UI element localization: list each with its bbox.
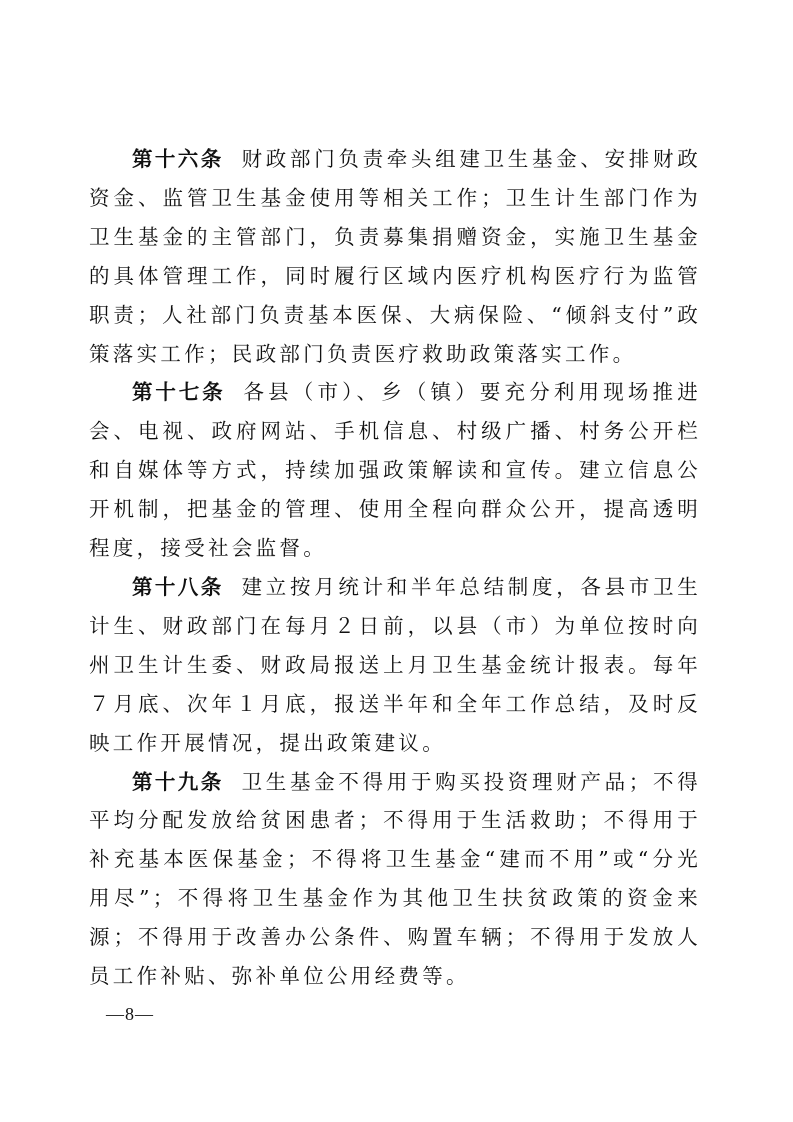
document-body xyxy=(89,140,701,996)
article-16 xyxy=(89,140,701,373)
article-19-text: 卫生基金不得用于购买投资理财产品；不得平均分配发放给贫困患者；不得用于生活救助；不得用于补充基本医保基金；不得将卫生基金“建而不用”或“分光用尽”；不得将卫生基金作为其他卫生扶贫政策的资金来源；不得用于改善办公条件、购置车辆；不得用于发放人员工作补贴、弥补单位公用经费等。 xyxy=(89,769,702,989)
page-number: —8— xyxy=(106,1004,154,1024)
article-18 xyxy=(89,568,701,763)
article-18-heading: 第十八条 xyxy=(132,574,224,599)
article-19 xyxy=(89,763,701,996)
article-17 xyxy=(89,373,701,568)
article-17-heading: 第十七条 xyxy=(132,380,226,405)
article-16-heading: 第十六条 xyxy=(132,147,224,171)
article-19-heading: 第十九条 xyxy=(132,769,224,794)
article-18-text: 建立按月统计和半年总结制度，各县市卫生计生、财政部门在每月２日前，以县（市）为单位按时向州卫生计生委、财政局报送上月卫生基金统计报表。每年７月底、次年１月底，报送半年和全年工作总结，及时反映工作开展情况，提出政策建议。 xyxy=(89,574,702,755)
article-17-text: 各县（市）、乡（镇）要充分利用现场推进会、电视、政府网站、手机信息、村级广播、村务公开栏和自媒体等方式，持续加强政策解读和宣传。建立信息公开机制，把基金的管理、使用全程向群众公开，提高透明程度，接受社会监督。 xyxy=(89,380,702,561)
article-16-text: 财政部门负责牵头组建卫生基金、安排财政资金、监管卫生基金使用等相关工作；卫生计生部门作为卫生基金的主管部门，负责募集捐赠资金，实施卫生基金的具体管理工作，同时履行区域内医疗机构医疗行为监管职责；人社部门负责基本医保、大病保险、“倾斜支付”政策落实工作；民政部门负责医疗救助政策落实工作。 xyxy=(89,147,702,366)
